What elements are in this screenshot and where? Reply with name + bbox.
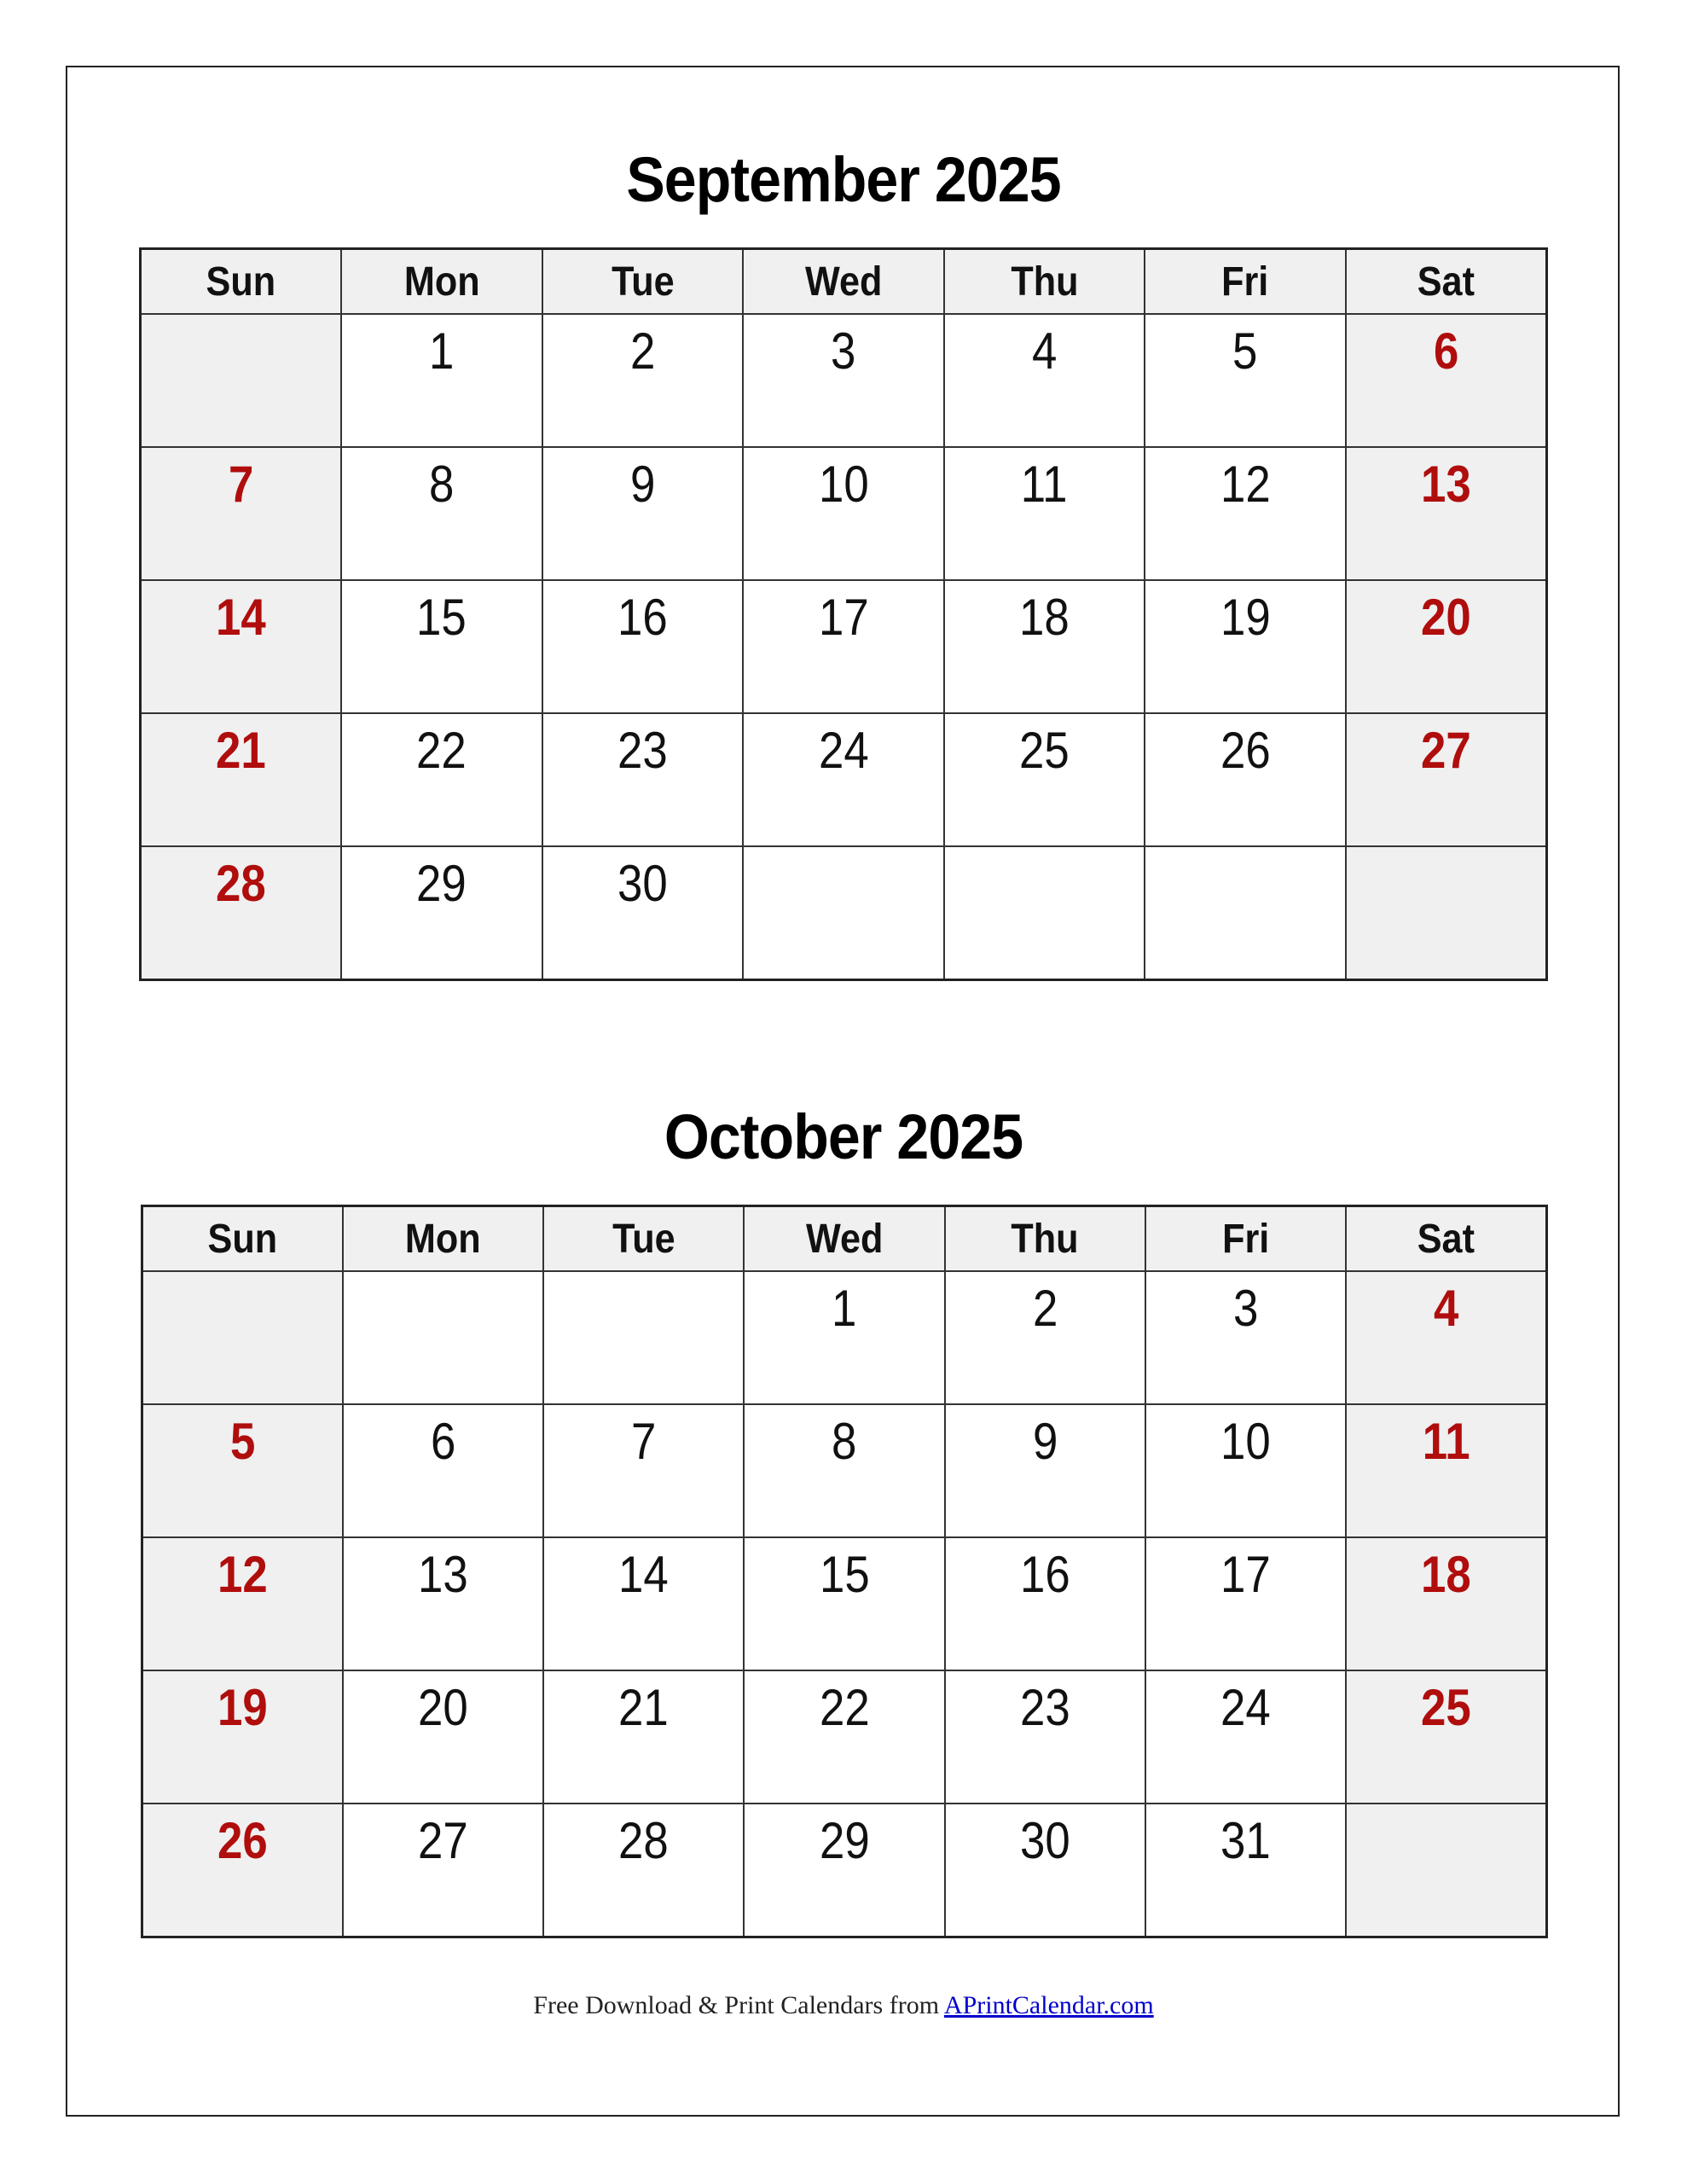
- day-cell: [1346, 1537, 1546, 1670]
- day-number: 23: [617, 722, 668, 779]
- day-cell: [341, 580, 542, 713]
- day-cell: [1346, 580, 1547, 713]
- day-cell: [1346, 314, 1547, 447]
- day-number: 12: [1220, 456, 1271, 513]
- day-cell: [944, 580, 1145, 713]
- day-number: 27: [418, 1812, 468, 1869]
- day-number: 5: [229, 1413, 256, 1470]
- day-number: 10: [1220, 1413, 1271, 1470]
- day-cell: [1145, 713, 1346, 846]
- month-title-september: September 2025: [626, 144, 1061, 215]
- day-cell: [1346, 447, 1547, 580]
- day-number: 30: [1019, 1812, 1070, 1869]
- day-number: 7: [228, 456, 254, 513]
- day-cell: [543, 1804, 744, 1937]
- day-number: 24: [818, 722, 869, 779]
- day-number: 13: [1421, 456, 1471, 513]
- week-row: [142, 1537, 1547, 1670]
- empty-day-cell: [944, 846, 1145, 980]
- day-number: 1: [429, 322, 455, 380]
- calendar-grid-september: [139, 247, 1548, 981]
- day-cell: [343, 1804, 543, 1937]
- day-number: 6: [1433, 322, 1459, 380]
- day-number: 13: [418, 1546, 468, 1603]
- day-number: 4: [1433, 1280, 1459, 1337]
- day-cell: [944, 447, 1145, 580]
- day-cell: [343, 1670, 543, 1804]
- day-cell: [1145, 1404, 1346, 1537]
- day-number: 26: [1220, 722, 1271, 779]
- empty-day-cell: [543, 1271, 744, 1404]
- day-number: 17: [1220, 1546, 1271, 1603]
- day-number: 20: [1421, 589, 1471, 646]
- day-cell: [1145, 447, 1346, 580]
- weekday-header: Mon: [343, 1206, 543, 1272]
- day-number: 29: [416, 855, 467, 912]
- day-cell: [743, 314, 944, 447]
- day-number: 1: [832, 1280, 857, 1337]
- day-number: 25: [1421, 1679, 1471, 1736]
- day-cell: [343, 1404, 543, 1537]
- empty-day-cell: [1346, 1804, 1546, 1937]
- footer-text: Free Download & Print Calendars from: [533, 1991, 940, 2019]
- day-number: 4: [1031, 322, 1058, 380]
- day-cell: [743, 713, 944, 846]
- day-number: 10: [818, 456, 869, 513]
- day-cell: [744, 1404, 944, 1537]
- day-cell: [743, 580, 944, 713]
- week-row: [142, 1404, 1547, 1537]
- day-number: 17: [818, 589, 869, 646]
- day-number: 21: [618, 1679, 670, 1736]
- day-number: 18: [1421, 1546, 1471, 1603]
- day-cell: [542, 447, 744, 580]
- day-cell: [945, 1670, 1145, 1804]
- day-cell: [743, 447, 944, 580]
- day-cell: [1346, 1670, 1546, 1804]
- day-cell: [141, 713, 342, 846]
- weekday-header: Thu: [945, 1206, 1145, 1272]
- day-cell: [542, 314, 744, 447]
- week-row: [141, 447, 1547, 580]
- day-number: 23: [1019, 1679, 1070, 1736]
- day-cell: [141, 447, 342, 580]
- day-cell: [341, 314, 542, 447]
- empty-day-cell: [142, 1271, 343, 1404]
- day-number: 3: [831, 322, 856, 380]
- weekday-header: Tue: [543, 1206, 744, 1272]
- day-number: 2: [629, 322, 656, 380]
- day-cell: [744, 1670, 944, 1804]
- day-cell: [945, 1537, 1145, 1670]
- day-cell: [1346, 1404, 1546, 1537]
- day-number: 14: [618, 1546, 670, 1603]
- week-row: [142, 1271, 1547, 1404]
- day-cell: [542, 580, 744, 713]
- day-number: 25: [1019, 722, 1070, 779]
- day-cell: [543, 1537, 744, 1670]
- day-cell: [341, 846, 542, 980]
- calendar-body-september: [141, 314, 1547, 980]
- weekday-header: Sun: [141, 249, 342, 315]
- weekday-header: Sat: [1346, 249, 1547, 315]
- day-cell: [945, 1271, 1145, 1404]
- day-number: 11: [1422, 1413, 1470, 1470]
- weekday-header: Fri: [1145, 249, 1346, 315]
- week-row: [141, 713, 1547, 846]
- weekday-header: Thu: [944, 249, 1145, 315]
- day-number: 16: [617, 589, 668, 646]
- day-number: 30: [617, 855, 668, 912]
- day-number: 8: [832, 1413, 857, 1470]
- week-row: [141, 580, 1547, 713]
- month-title-october: October 2025: [664, 1101, 1023, 1172]
- day-number: 5: [1232, 322, 1258, 380]
- day-number: 24: [1220, 1679, 1271, 1736]
- day-cell: [1145, 1670, 1346, 1804]
- day-number: 22: [819, 1679, 870, 1736]
- week-row: [142, 1804, 1547, 1937]
- week-row: [141, 314, 1547, 447]
- day-cell: [744, 1804, 944, 1937]
- day-number: 2: [1032, 1280, 1058, 1337]
- day-number: 15: [416, 589, 467, 646]
- day-cell: [341, 447, 542, 580]
- day-cell: [542, 713, 744, 846]
- weekday-header-row: [142, 1206, 1547, 1272]
- footer-link[interactable]: APrintCalendar.com: [943, 1991, 1154, 2019]
- day-cell: [944, 713, 1145, 846]
- footer: [0, 1991, 1687, 2020]
- day-cell: [945, 1404, 1145, 1537]
- day-cell: [543, 1670, 744, 1804]
- empty-day-cell: [141, 314, 342, 447]
- day-number: 6: [430, 1413, 456, 1470]
- day-number: 19: [217, 1679, 268, 1736]
- day-number: 28: [216, 855, 266, 912]
- day-number: 19: [1220, 589, 1271, 646]
- day-cell: [141, 580, 342, 713]
- day-cell: [341, 713, 542, 846]
- day-cell: [1145, 1271, 1346, 1404]
- calendar-body-october: [142, 1271, 1547, 1937]
- empty-day-cell: [1346, 846, 1547, 980]
- day-cell: [945, 1804, 1145, 1937]
- day-number: 11: [1021, 456, 1068, 513]
- day-cell: [141, 846, 342, 980]
- day-cell: [744, 1537, 944, 1670]
- day-number: 14: [216, 589, 266, 646]
- day-cell: [142, 1404, 343, 1537]
- weekday-header: Wed: [744, 1206, 944, 1272]
- day-number: 3: [1232, 1280, 1259, 1337]
- day-number: 27: [1421, 722, 1471, 779]
- calendar-grid-october: [141, 1205, 1548, 1938]
- day-cell: [1346, 713, 1547, 846]
- day-cell: [744, 1271, 944, 1404]
- day-number: 20: [418, 1679, 468, 1736]
- day-number: 9: [629, 456, 656, 513]
- day-number: 26: [217, 1812, 268, 1869]
- day-cell: [343, 1537, 543, 1670]
- day-number: 9: [1032, 1413, 1058, 1470]
- day-cell: [542, 846, 744, 980]
- weekday-header: Tue: [542, 249, 744, 315]
- empty-day-cell: [743, 846, 944, 980]
- day-number: 31: [1220, 1812, 1271, 1869]
- weekday-header: Wed: [743, 249, 944, 315]
- empty-day-cell: [1145, 846, 1346, 980]
- day-cell: [944, 314, 1145, 447]
- day-cell: [142, 1670, 343, 1804]
- day-cell: [543, 1404, 744, 1537]
- day-number: 7: [631, 1413, 657, 1470]
- day-cell: [1145, 1804, 1346, 1937]
- day-cell: [1346, 1271, 1546, 1404]
- day-cell: [142, 1537, 343, 1670]
- empty-day-cell: [343, 1271, 543, 1404]
- day-cell: [1145, 580, 1346, 713]
- weekday-header: Sat: [1346, 1206, 1546, 1272]
- weekday-header: Mon: [341, 249, 542, 315]
- day-number: 22: [416, 722, 467, 779]
- weekday-header: Fri: [1145, 1206, 1346, 1272]
- day-number: 29: [819, 1812, 870, 1869]
- day-number: 15: [819, 1546, 870, 1603]
- day-number: 12: [217, 1546, 268, 1603]
- day-cell: [1145, 314, 1346, 447]
- day-cell: [142, 1804, 343, 1937]
- day-number: 28: [618, 1812, 670, 1869]
- week-row: [141, 846, 1547, 980]
- day-number: 21: [216, 722, 266, 779]
- weekday-header-row: [141, 249, 1547, 315]
- day-number: 8: [429, 456, 455, 513]
- day-cell: [1145, 1537, 1346, 1670]
- day-number: 16: [1019, 1546, 1070, 1603]
- week-row: [142, 1670, 1547, 1804]
- weekday-header: Sun: [142, 1206, 343, 1272]
- day-number: 18: [1019, 589, 1070, 646]
